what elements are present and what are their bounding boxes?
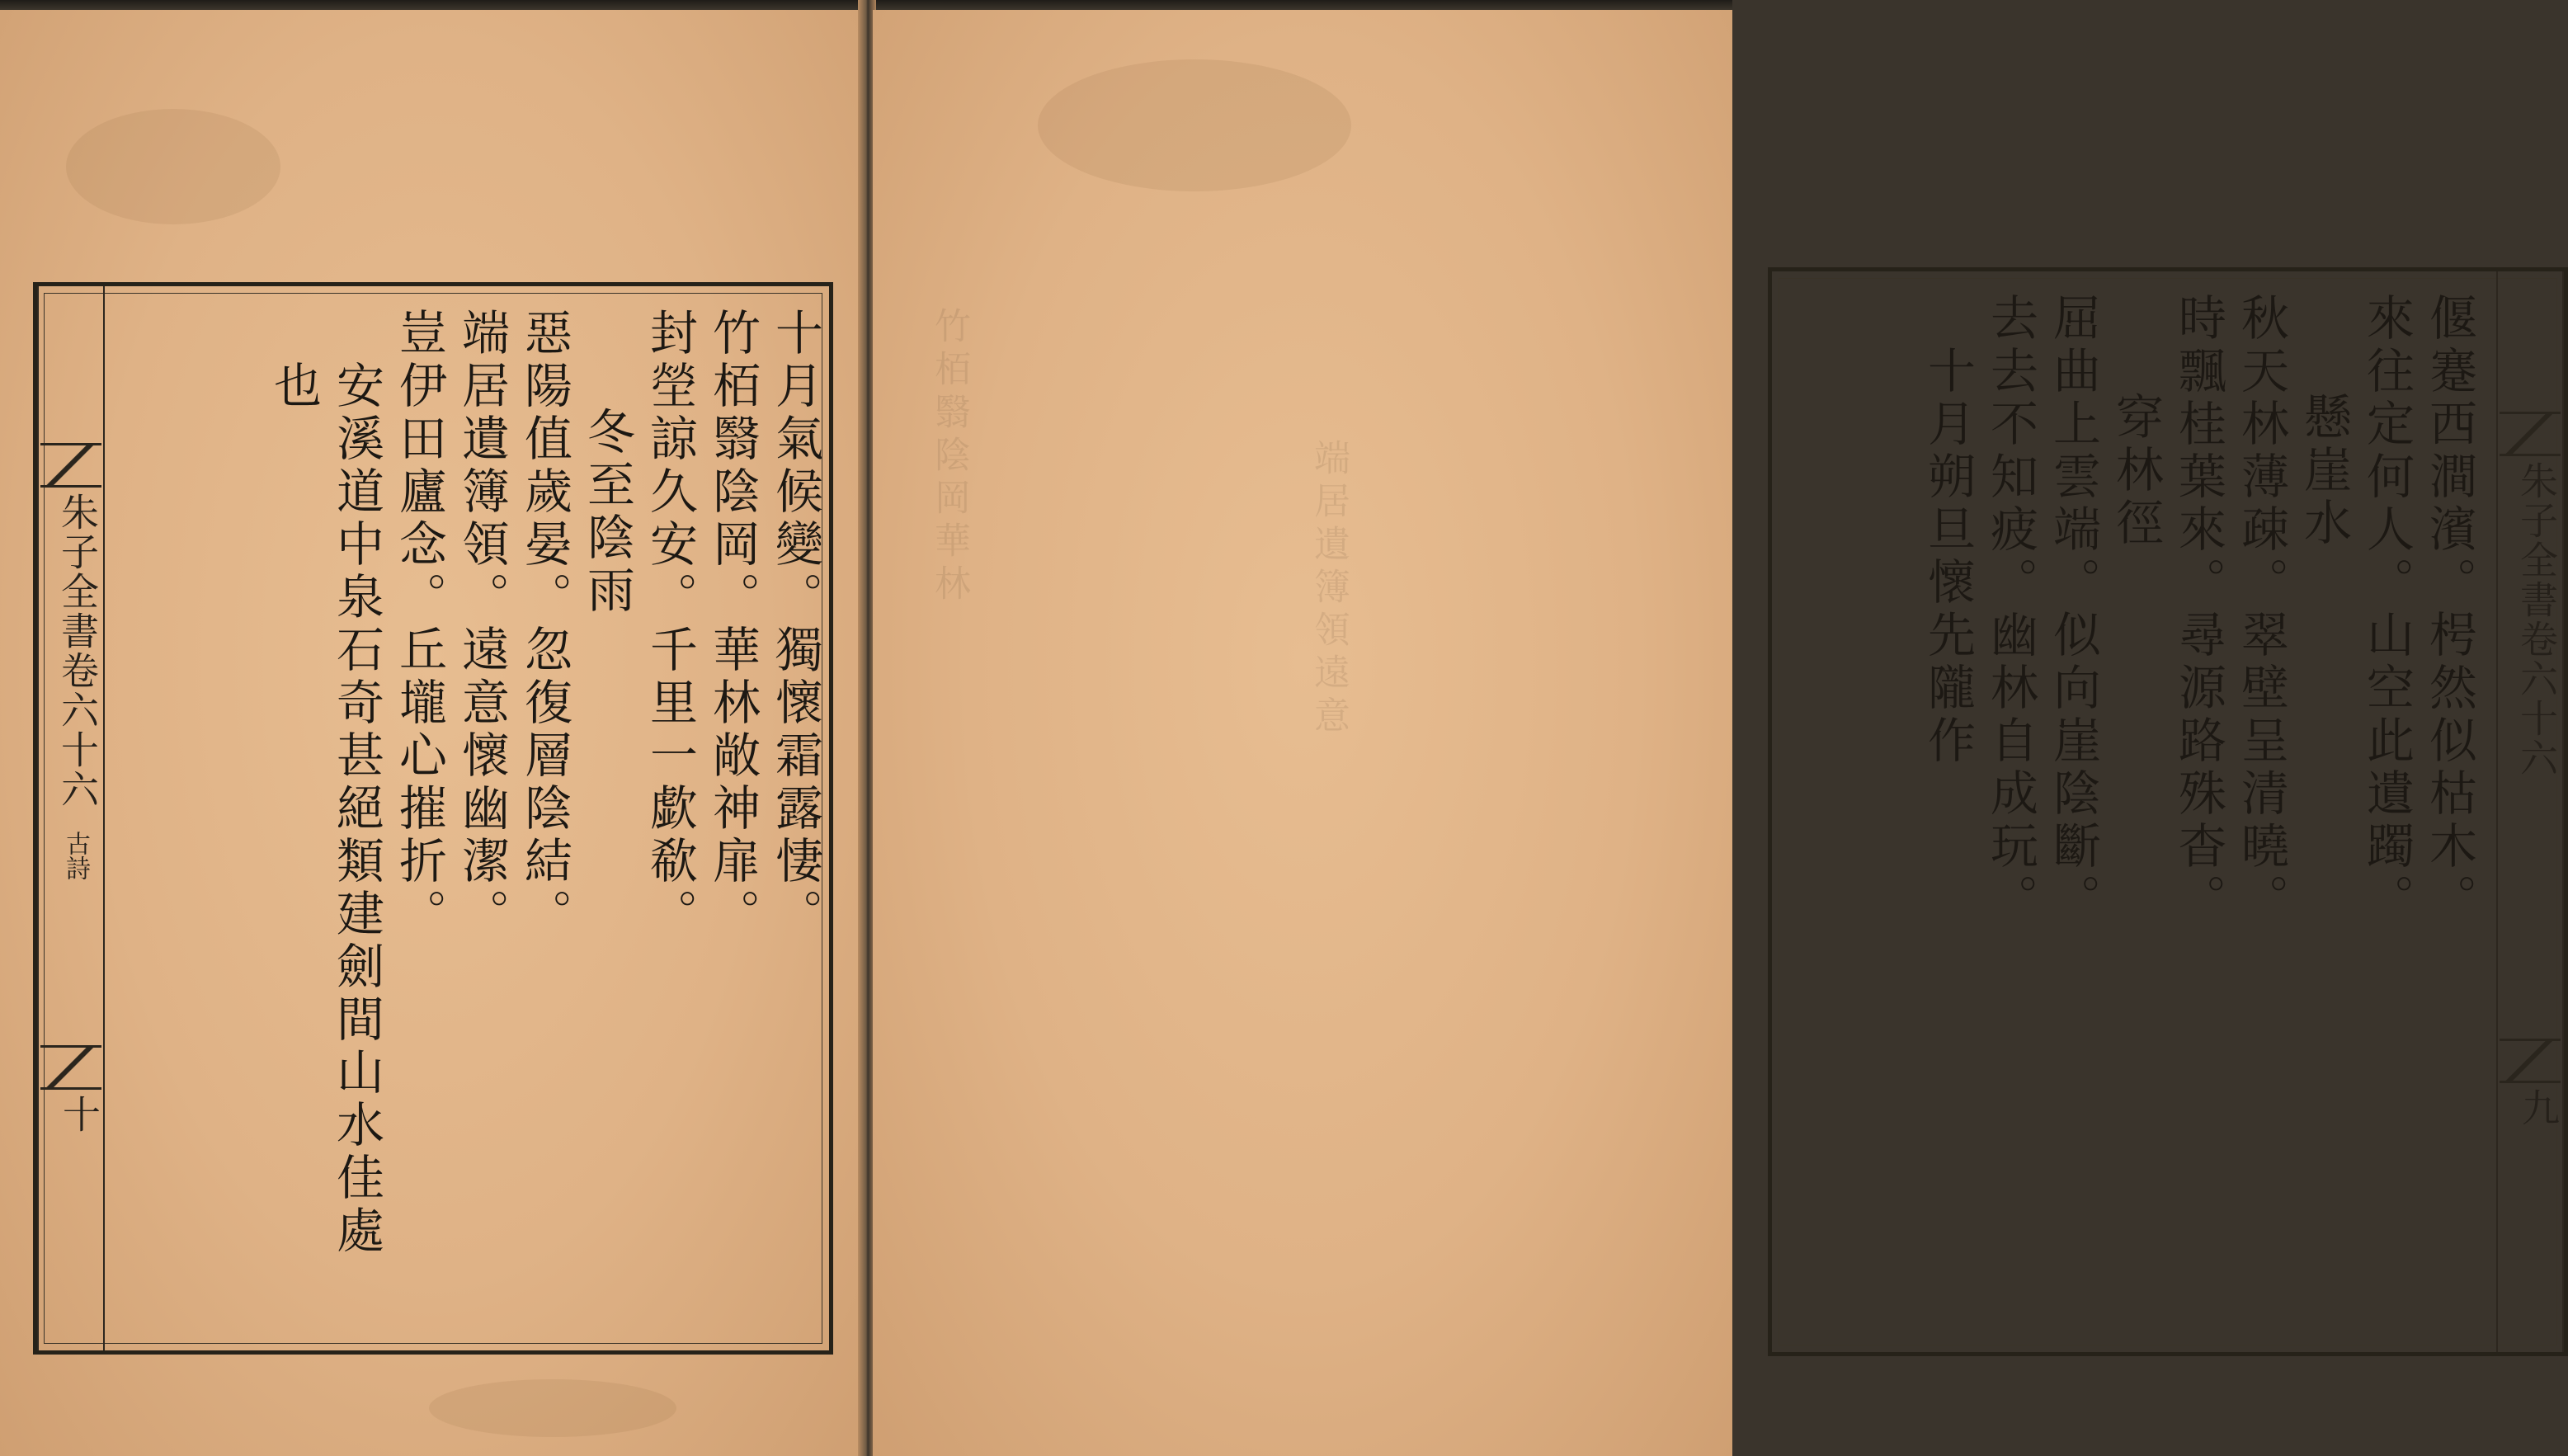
paper-stain [1038,59,1351,191]
poem-line: 十月氣候變。獨懷霜露悽。 [767,308,823,941]
fishtail-mark [2500,1039,2561,1083]
fishtail-mark [40,1045,101,1090]
poem-line: 豈伊田廬念。丘壠心摧折。 [391,308,447,941]
book-title: 朱子全書卷六十六 [55,492,100,809]
poem-line: 時飄桂葉來。尋源路殊杳。 [2170,293,2226,926]
fishtail-mark [2500,412,2561,456]
poem-line: 惡陽值歲晏。忽復層陰結。 [516,308,572,941]
poem-title: 安溪道中泉石奇甚絕類建劍間山水佳處 [328,360,384,1258]
poem-title: 十月朔旦懷先隴作 [1920,346,1976,768]
book-title: 朱子全書卷六十六 [2514,461,2559,778]
center-column [37,286,105,1350]
center-column [2496,271,2564,1352]
right-text-frame [1768,267,2568,1356]
poem-line: 端居遺簿領。遠意懷幽潔。 [454,308,510,941]
poem-line: 去去不知疲。幽林自成玩。 [1982,293,2038,926]
poem-line: 屈曲上雲端。似向崖陰斷。 [2045,293,2101,926]
page-number: 九 [2516,1088,2561,1126]
poem-line: 封塋諒久安。千里一歔欷。 [642,308,698,941]
poem-title-continued: 也 [266,360,322,413]
paper-stain [66,109,280,224]
paper-stain [429,1379,676,1437]
fishtail-mark [40,443,101,488]
genre-label: 古詩 [61,831,90,880]
poem-line: 偃蹇西澗濱。枵然似枯木。 [2421,293,2477,926]
left-page [0,10,862,1456]
poem-title: 穿林徑 [2108,392,2164,550]
poem-title: 懸崖水 [2296,392,2352,550]
right-page [873,10,2561,1456]
bleed-through: 端居遺簿領遠意 [1308,439,1350,739]
poem-line: 竹栢翳陰岡。華林敞神扉。 [704,308,761,941]
poem-line: 來往定何人。山空此遺躅。 [2358,293,2415,926]
poem-title: 冬至陰雨 [579,407,635,618]
poem-line: 秋天林薄疎。翠壁呈清曉。 [2233,293,2289,926]
page-number: 十 [57,1095,101,1133]
left-text-frame [33,282,833,1355]
bleed-through: 竹栢翳陰岡華林 [928,307,970,607]
